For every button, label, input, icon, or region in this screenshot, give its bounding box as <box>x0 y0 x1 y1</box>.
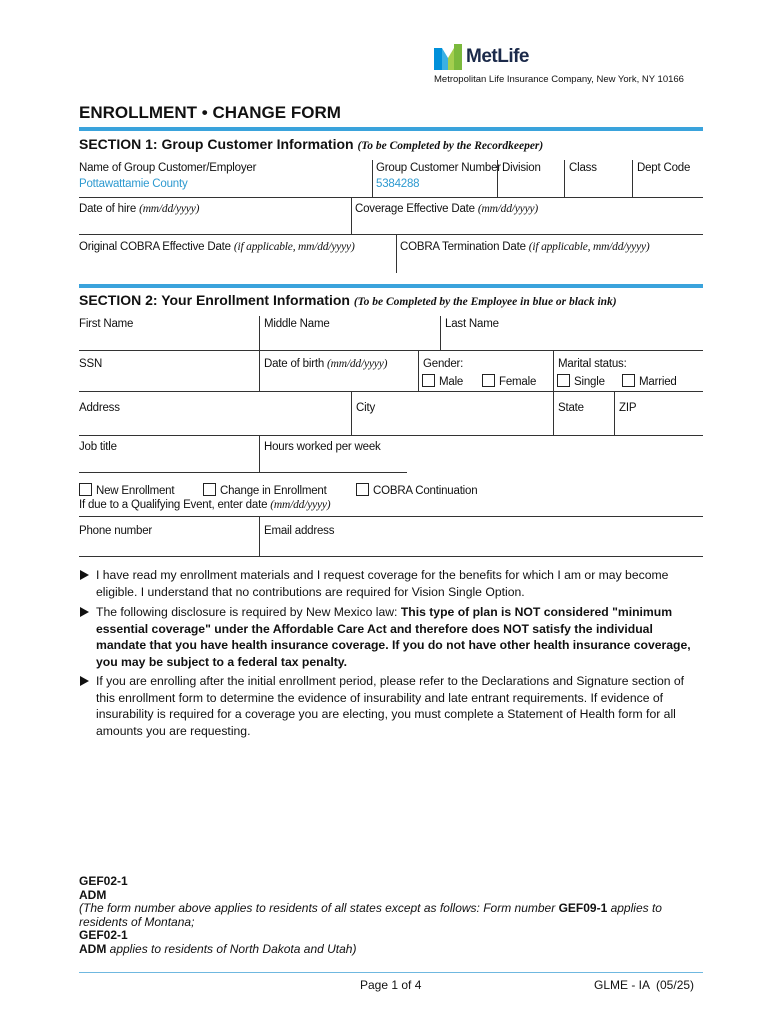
statement-new-mexico <box>96 604 706 670</box>
customer-label: Name of Group Customer/Employer <box>79 162 257 174</box>
gender-female-option[interactable] <box>482 374 536 388</box>
group-number-label: Group Customer Number <box>376 162 501 174</box>
dob-field[interactable] <box>264 358 387 370</box>
new-enrollment-option[interactable] <box>79 483 174 497</box>
marital-single-text: Single <box>574 376 605 388</box>
company-line: Metropolitan Life Insurance Company, New York, NY 10166 <box>434 74 684 85</box>
date-of-hire-hint: (mm/dd/yyyy) <box>139 203 200 215</box>
metlife-logo-mark <box>434 44 462 70</box>
form-title: ENROLLMENT • CHANGE FORM <box>79 103 341 122</box>
footer-note <box>79 902 704 929</box>
gender-female-text: Female <box>499 376 537 388</box>
change-enrollment-text: Change in Enrollment <box>220 485 327 497</box>
class-label: Class <box>569 162 597 174</box>
bullet-arrow-icon <box>80 607 89 617</box>
marital-married-option[interactable] <box>622 374 677 388</box>
cobra-effective-label: Original COBRA Effective Date <box>79 241 231 253</box>
statement-new-mexico-intro: The following disclosure is required by New Mexico law: <box>96 605 401 619</box>
coverage-date-hint: (mm/dd/yyyy) <box>477 203 539 215</box>
email-label[interactable]: Email address <box>264 525 335 537</box>
section2-title-text: SECTION 2: Your Enrollment Information <box>79 292 350 308</box>
city-label[interactable]: City <box>356 402 376 414</box>
job-title-label[interactable]: Job title <box>79 441 117 453</box>
gender-male-option[interactable] <box>422 374 463 388</box>
cobra-termination-label: COBRA Termination Date <box>400 241 526 253</box>
cobra-termination-field[interactable] <box>400 241 650 253</box>
gender-female-checkbox[interactable] <box>482 374 495 387</box>
section1-divider <box>79 127 703 131</box>
coverage-date-label: Coverage Effective Date <box>355 203 475 215</box>
section1-note: (To be Completed by the Recordkeeper) <box>357 140 544 152</box>
footer-note-mid: applies to residents of Montana; <box>79 901 662 929</box>
marital-married-text: Married <box>639 376 677 388</box>
metlife-brand: MetLife <box>466 46 529 67</box>
new-enrollment-text: New Enrollment <box>96 485 175 497</box>
cobra-continuation-text: COBRA Continuation <box>373 485 478 497</box>
footer-adm-line <box>79 943 704 957</box>
cobra-continuation-option[interactable] <box>356 483 477 497</box>
gender-male-text: Male <box>439 376 464 388</box>
hours-label[interactable]: Hours worked per week <box>264 441 381 453</box>
state-label[interactable]: State <box>558 402 584 414</box>
coverage-date-field[interactable] <box>355 203 538 215</box>
bullet-arrow-icon <box>80 676 89 686</box>
statement-enrollment: I have read my enrollment materials and I request coverage for the benefits for which I am or may become eligible. I understand that no contributions are required for Vision Single Option. <box>96 568 669 599</box>
bullet-arrow-icon <box>80 570 89 580</box>
qualifying-event-hint: (mm/dd/yyyy) <box>270 499 331 511</box>
address-label[interactable]: Address <box>79 402 120 414</box>
middle-name-label[interactable]: Middle Name <box>264 318 330 330</box>
gender-male-checkbox[interactable] <box>422 374 435 387</box>
group-number-value[interactable]: 5384288 <box>376 178 420 190</box>
zip-label[interactable]: ZIP <box>619 402 637 414</box>
footer-form-number-2: GEF02-1 <box>79 928 128 943</box>
dob-label: Date of birth <box>264 358 325 370</box>
section2-title <box>79 292 617 308</box>
cobra-effective-hint: (if applicable, mm/dd/yyyy) <box>233 241 355 253</box>
page-number: Page 1 of 4 <box>360 978 422 992</box>
new-enrollment-checkbox[interactable] <box>79 483 92 496</box>
statement-new-mexico-bold: This type of plan is NOT considered "minimum essential coverage" under the Affordable Care Act and therefore does NOT satisfy the individual mandate that you have health insurance coverage. If you do not have other health insurance coverage, you may be subject to a federal tax penalty. <box>96 605 691 669</box>
last-name-label[interactable]: Last Name <box>445 318 499 330</box>
footer-adm: ADM <box>79 887 107 902</box>
footer-note-end: applies to residents of North Dakota and Utah) <box>106 941 357 956</box>
dept-code-label: Dept Code <box>637 162 691 174</box>
customer-value[interactable]: Pottawattamie County <box>79 178 188 190</box>
cobra-termination-hint: (if applicable, mm/dd/yyyy) <box>528 241 650 253</box>
footer-alt-form: GEF09-1 <box>558 901 608 916</box>
phone-label[interactable]: Phone number <box>79 525 153 537</box>
section1-title-text: SECTION 1: Group Customer Information <box>79 136 354 152</box>
form-code: GLME - IA (05/25) <box>594 978 695 992</box>
section1-title <box>79 136 543 152</box>
date-of-hire-label: Date of hire <box>79 203 137 215</box>
date-of-hire-field[interactable] <box>79 203 199 215</box>
first-name-label[interactable]: First Name <box>79 318 134 330</box>
change-enrollment-checkbox[interactable] <box>203 483 216 496</box>
footer-note-start: (The form number above applies to residents of all states except as follows: Form number <box>79 901 559 916</box>
marital-label: Marital status: <box>558 358 627 370</box>
section2-divider <box>79 284 703 288</box>
dob-hint: (mm/dd/yyyy) <box>327 358 388 370</box>
metlife-logo <box>434 44 462 75</box>
footer-adm-2: ADM <box>79 941 107 956</box>
ssn-label[interactable]: SSN <box>79 358 103 370</box>
change-enrollment-option[interactable] <box>203 483 327 497</box>
statement-late-enrollment: If you are enrolling after the initial enrollment period, please refer to the Declarations and Signature section of this enrollment form to determine the evidence of insurability and late entrant requirements. If evidence of insurability is required for a coverage you are electing, you must complete a Statement of Health form for all amounts you are requesting. <box>96 674 685 738</box>
cobra-effective-field[interactable] <box>79 241 355 253</box>
division-label: Division <box>502 162 541 174</box>
marital-single-checkbox[interactable] <box>557 374 570 387</box>
marital-married-checkbox[interactable] <box>622 374 635 387</box>
footer-form-number: GEF02-1 <box>79 874 128 888</box>
footer-notes <box>79 875 704 957</box>
cobra-continuation-checkbox[interactable] <box>356 483 369 496</box>
gender-label: Gender: <box>423 358 464 370</box>
qualifying-event-field[interactable] <box>79 499 330 511</box>
qualifying-event-label: If due to a Qualifying Event, enter date <box>79 499 268 511</box>
marital-single-option[interactable] <box>557 374 605 388</box>
section2-note: (To be Completed by the Employee in blue or black ink) <box>353 296 617 308</box>
